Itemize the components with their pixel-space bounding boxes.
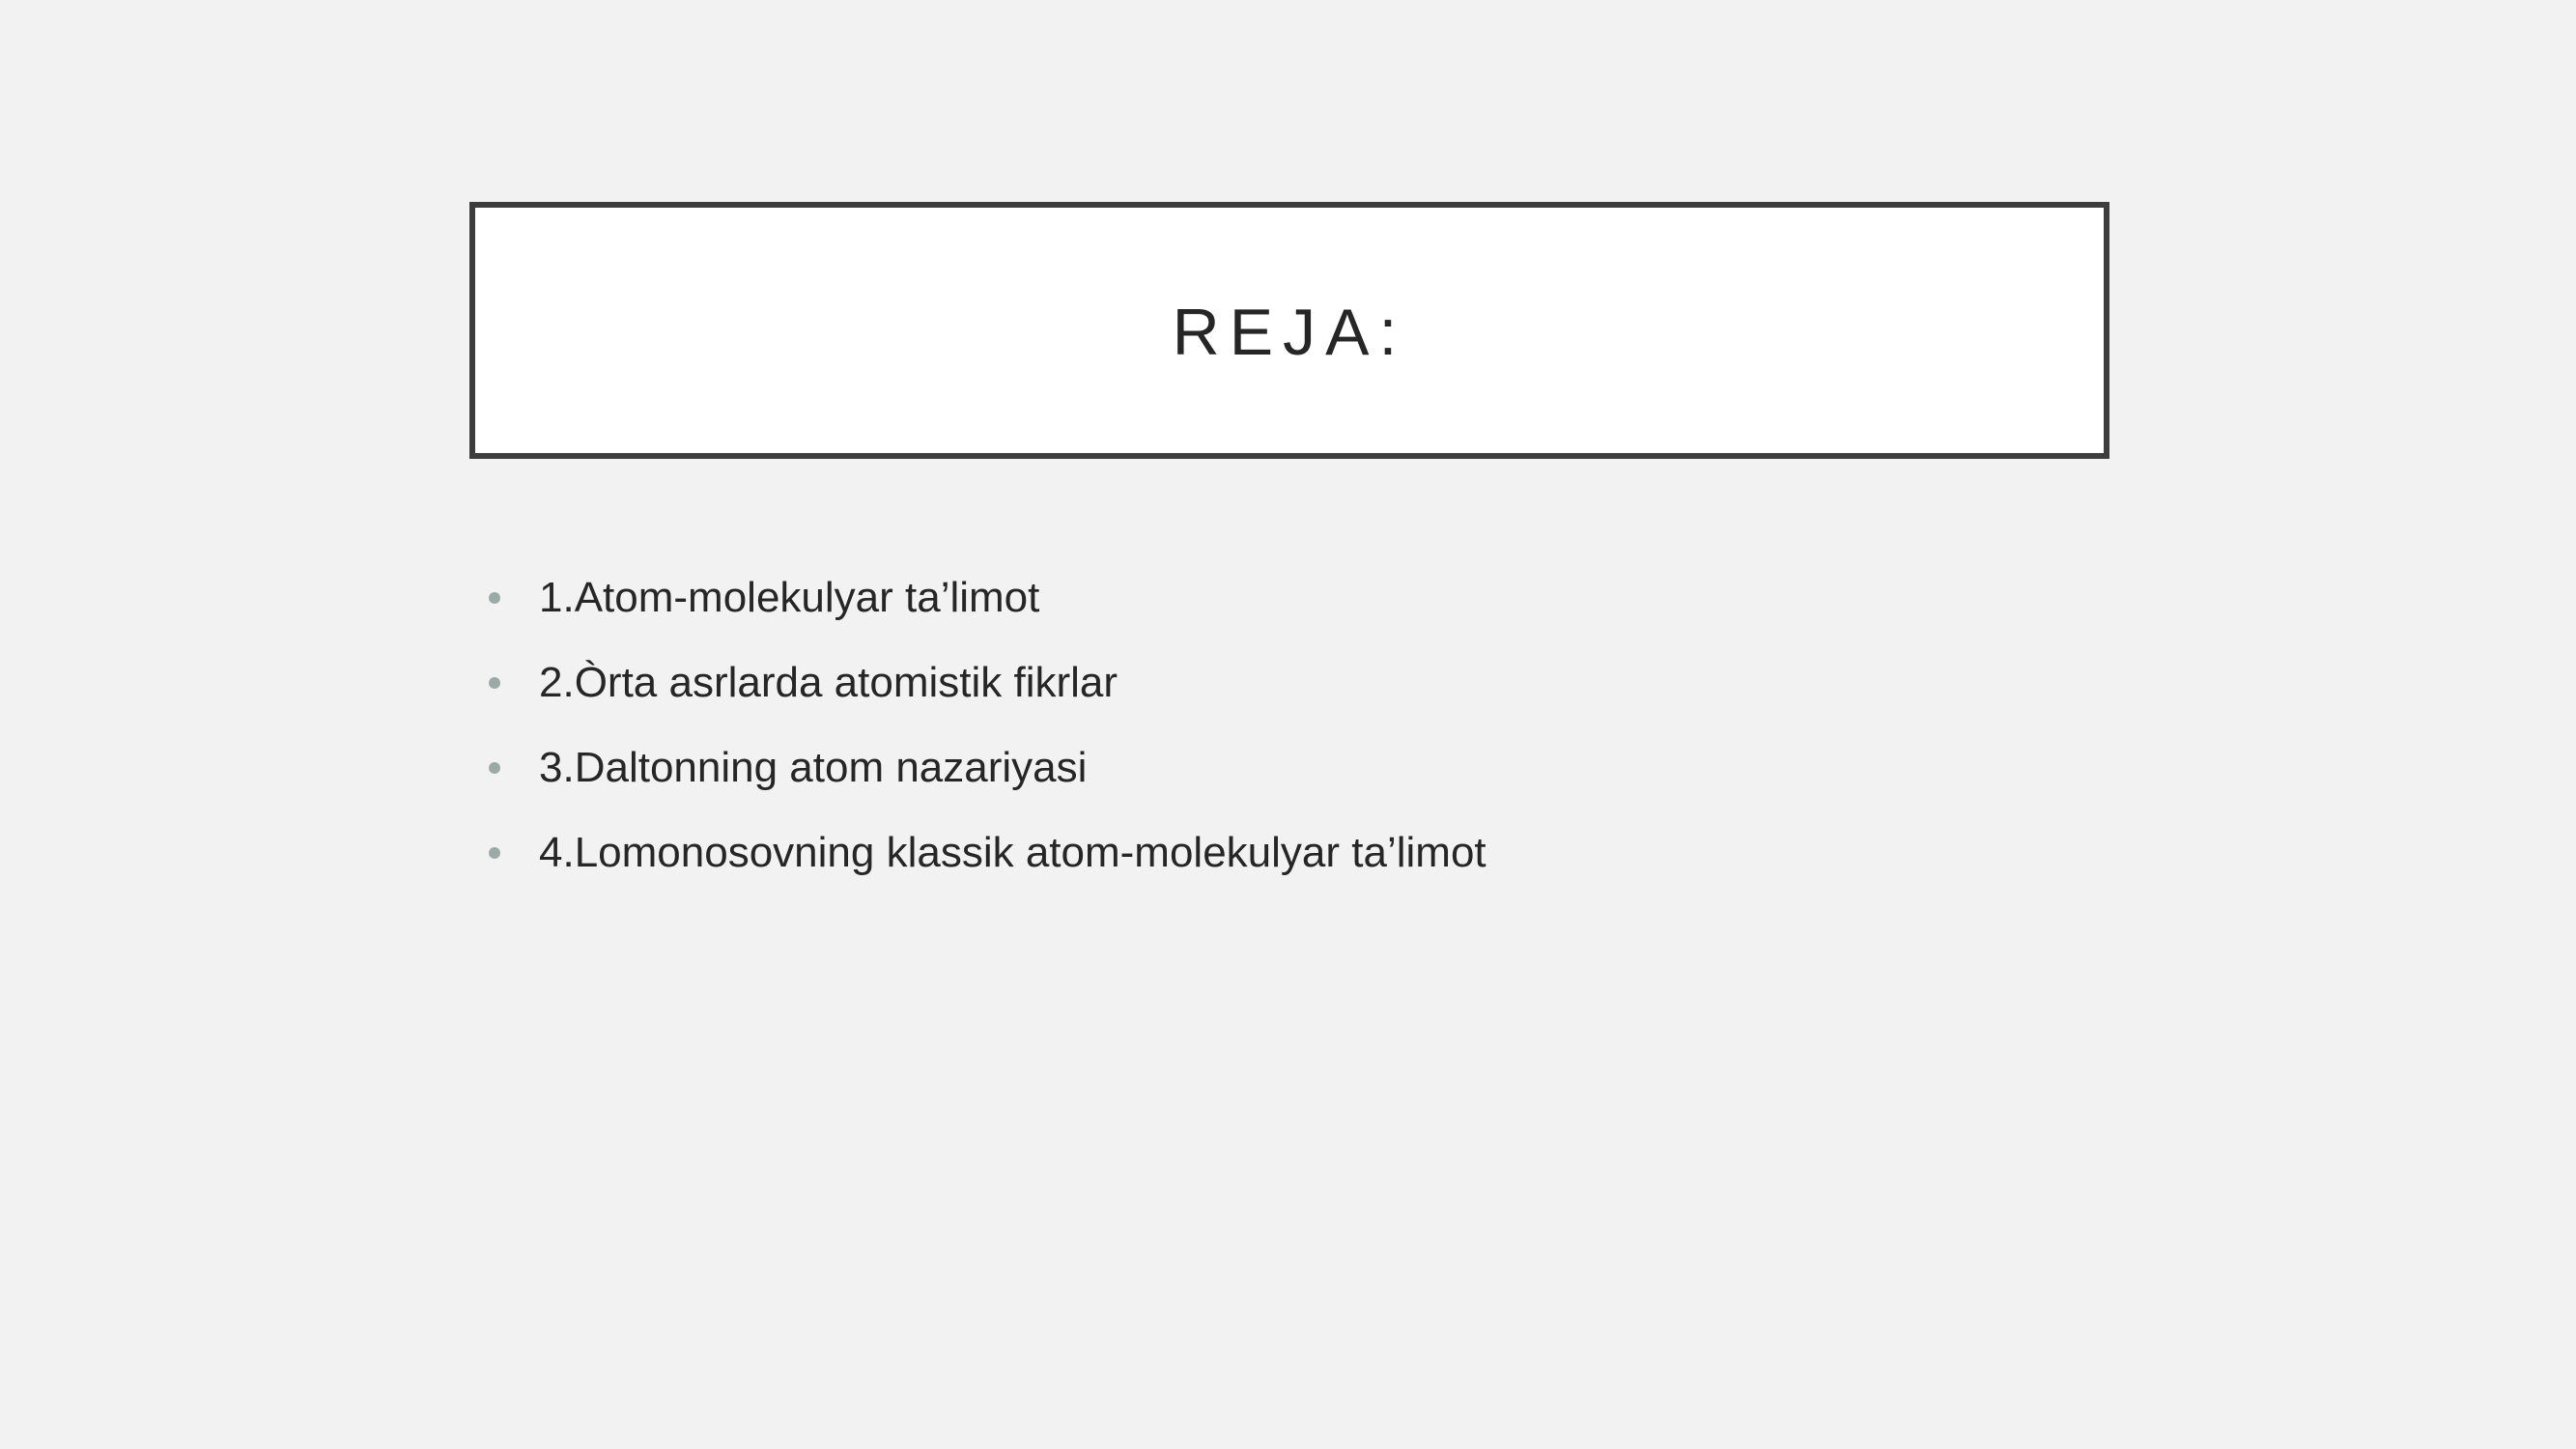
bullet-text: 4.Lomonosovning klassik atom-molekulyar ta’limot <box>539 829 1486 876</box>
bullet-item <box>489 725 1486 810</box>
bullet-text: 3.Daltonning atom nazariyasi <box>539 744 1088 791</box>
bullet-item <box>489 555 1486 640</box>
bullet-dot-icon <box>489 592 500 604</box>
bullet-dot-icon <box>489 677 500 689</box>
bullet-dot-icon <box>489 847 500 859</box>
bullet-item <box>489 810 1486 895</box>
bullet-item <box>489 640 1486 725</box>
bullet-text: 1.Atom-molekulyar ta’limot <box>539 574 1040 621</box>
slide-title: REJA: <box>1172 296 1407 369</box>
title-box <box>469 202 2109 459</box>
bullet-dot-icon <box>489 762 500 774</box>
bullet-list <box>489 555 1486 895</box>
bullet-text: 2.Òrta asrlarda atomistik fikrlar <box>539 659 1118 706</box>
